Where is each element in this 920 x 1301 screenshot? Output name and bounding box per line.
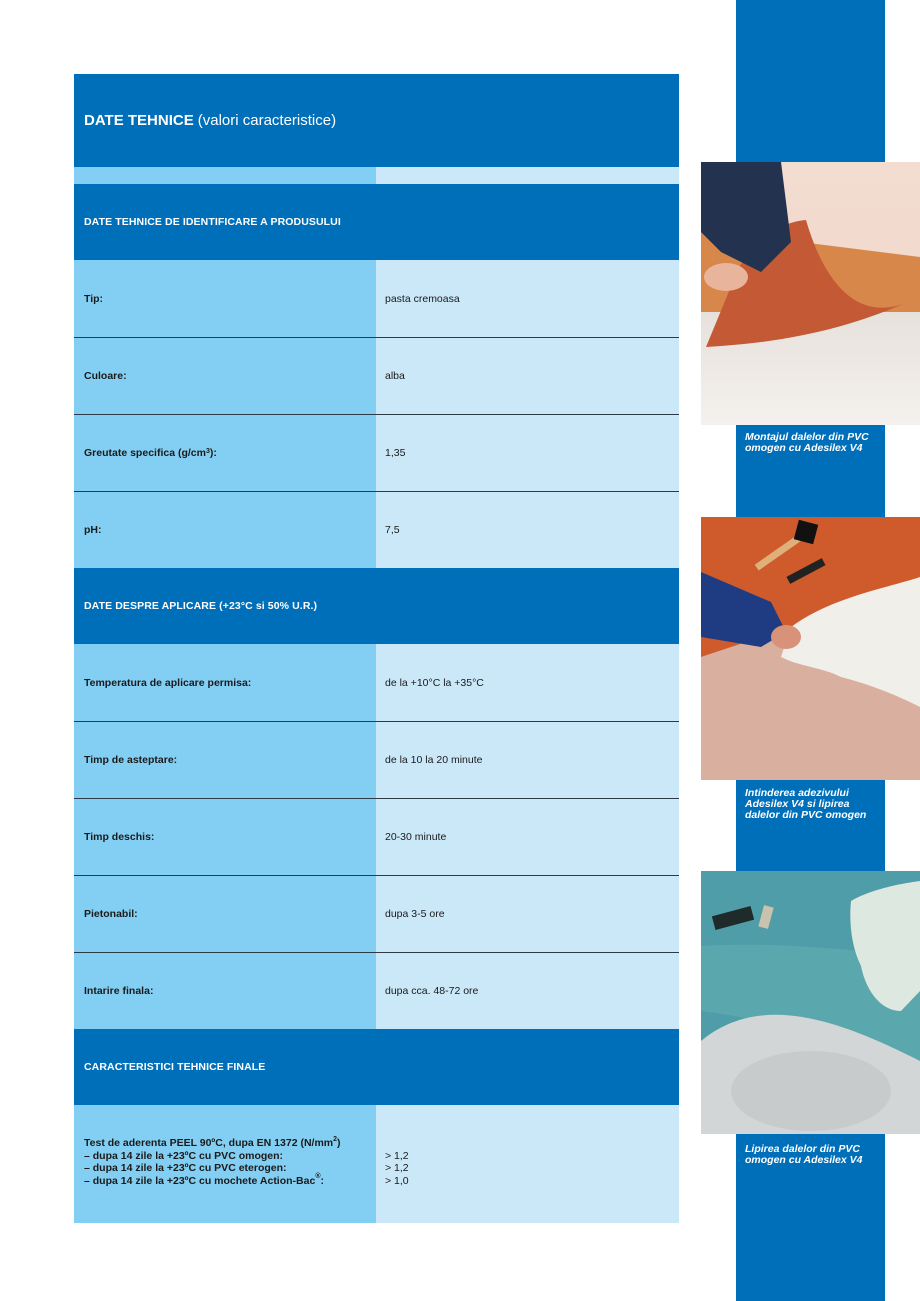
row-value: 20-30 minute — [376, 799, 679, 875]
peel-test-labels — [74, 1105, 376, 1223]
table-row — [74, 337, 679, 414]
label-text-end: ): — [209, 447, 217, 459]
row-value: 7,5 — [376, 492, 679, 568]
photo-pvc-gluing — [701, 871, 920, 1134]
peel-test-line-label: – dupa 14 zile la +23ºC cu PVC eterogen: — [84, 1162, 287, 1174]
table-title — [74, 74, 679, 167]
row-value: dupa 3-5 ore — [376, 876, 679, 952]
table-title-bold: DATE TEHNICE — [84, 112, 194, 129]
row-value: de la 10 la 20 minute — [376, 722, 679, 798]
section-heading-final-characteristics: CARACTERISTICI TEHNICE FINALE — [74, 1029, 679, 1105]
peel-test-title: Test de aderenta PEEL 90ºC, dupa EN 1372 $(N/mm^2)$ — [84, 1135, 341, 1149]
table-row — [74, 644, 679, 721]
table-title-rest: (valori caracteristice) — [197, 112, 337, 129]
photo-caption: Lipirea dalelor din PVC omogen cu Adesilex V4 — [745, 1143, 863, 1166]
table-row — [74, 491, 679, 568]
row-label: Intarire finala: — [74, 953, 376, 1029]
table-row — [74, 875, 679, 952]
peel-test-line-label: – dupa 14 zile la +23ºC cu mochete Action-Bac®: — [84, 1173, 324, 1187]
table-row — [74, 798, 679, 875]
peel-test-values — [376, 1105, 679, 1223]
row-value: alba — [376, 338, 679, 414]
row-label: Tip: — [74, 260, 376, 337]
table-row — [74, 260, 679, 337]
row-value: pasta cremoasa — [376, 260, 679, 337]
row-label: Timp deschis: — [74, 799, 376, 875]
label-text: Greutate specifica (g/cm — [84, 447, 206, 459]
table-row — [74, 952, 679, 1029]
photo-caption: Intinderea adezivului Adesilex V4 si lipirea dalelor din PVC omogen — [745, 787, 867, 821]
table-row — [74, 721, 679, 798]
peel-test-line-value: > 1,0 — [385, 1174, 409, 1187]
peel-test-line-label: – dupa 14 zile la +23ºC cu PVC omogen: — [84, 1149, 284, 1162]
row-label: pH: — [74, 492, 376, 568]
photo-pvc-laying — [701, 162, 920, 425]
row-label: Timp de asteptare: — [74, 722, 376, 798]
photo-adhesive-spreading — [701, 517, 920, 780]
row-label: Culoare: — [74, 338, 376, 414]
row-label: Greutate specifica (g/cm $^3$ ): — [74, 415, 376, 491]
table-row — [74, 414, 679, 491]
row-label: Pietonabil: — [74, 876, 376, 952]
table-row-peel-test — [74, 1105, 679, 1223]
row-label: Temperatura de aplicare permisa: — [74, 644, 376, 721]
peel-test-line-value: > 1,2 — [385, 1149, 409, 1162]
peel-test-line-value: > 1,2 — [385, 1162, 409, 1174]
section-heading-identification: DATE TEHNICE DE IDENTIFICARE A PRODUSULUI — [74, 184, 679, 260]
photo-caption: Montajul dalelor din PVC omogen cu Adesilex V4 — [745, 431, 869, 454]
row-value: de la +10°C la +35°C — [376, 644, 679, 721]
section-heading-application: DATE DESPRE APLICARE (+23°C si 50% U.R.) — [74, 568, 679, 644]
spacer-strip — [74, 167, 679, 184]
row-value: dupa cca. 48-72 ore — [376, 953, 679, 1029]
row-value: 1,35 — [376, 415, 679, 491]
technical-data-table — [74, 74, 679, 1223]
